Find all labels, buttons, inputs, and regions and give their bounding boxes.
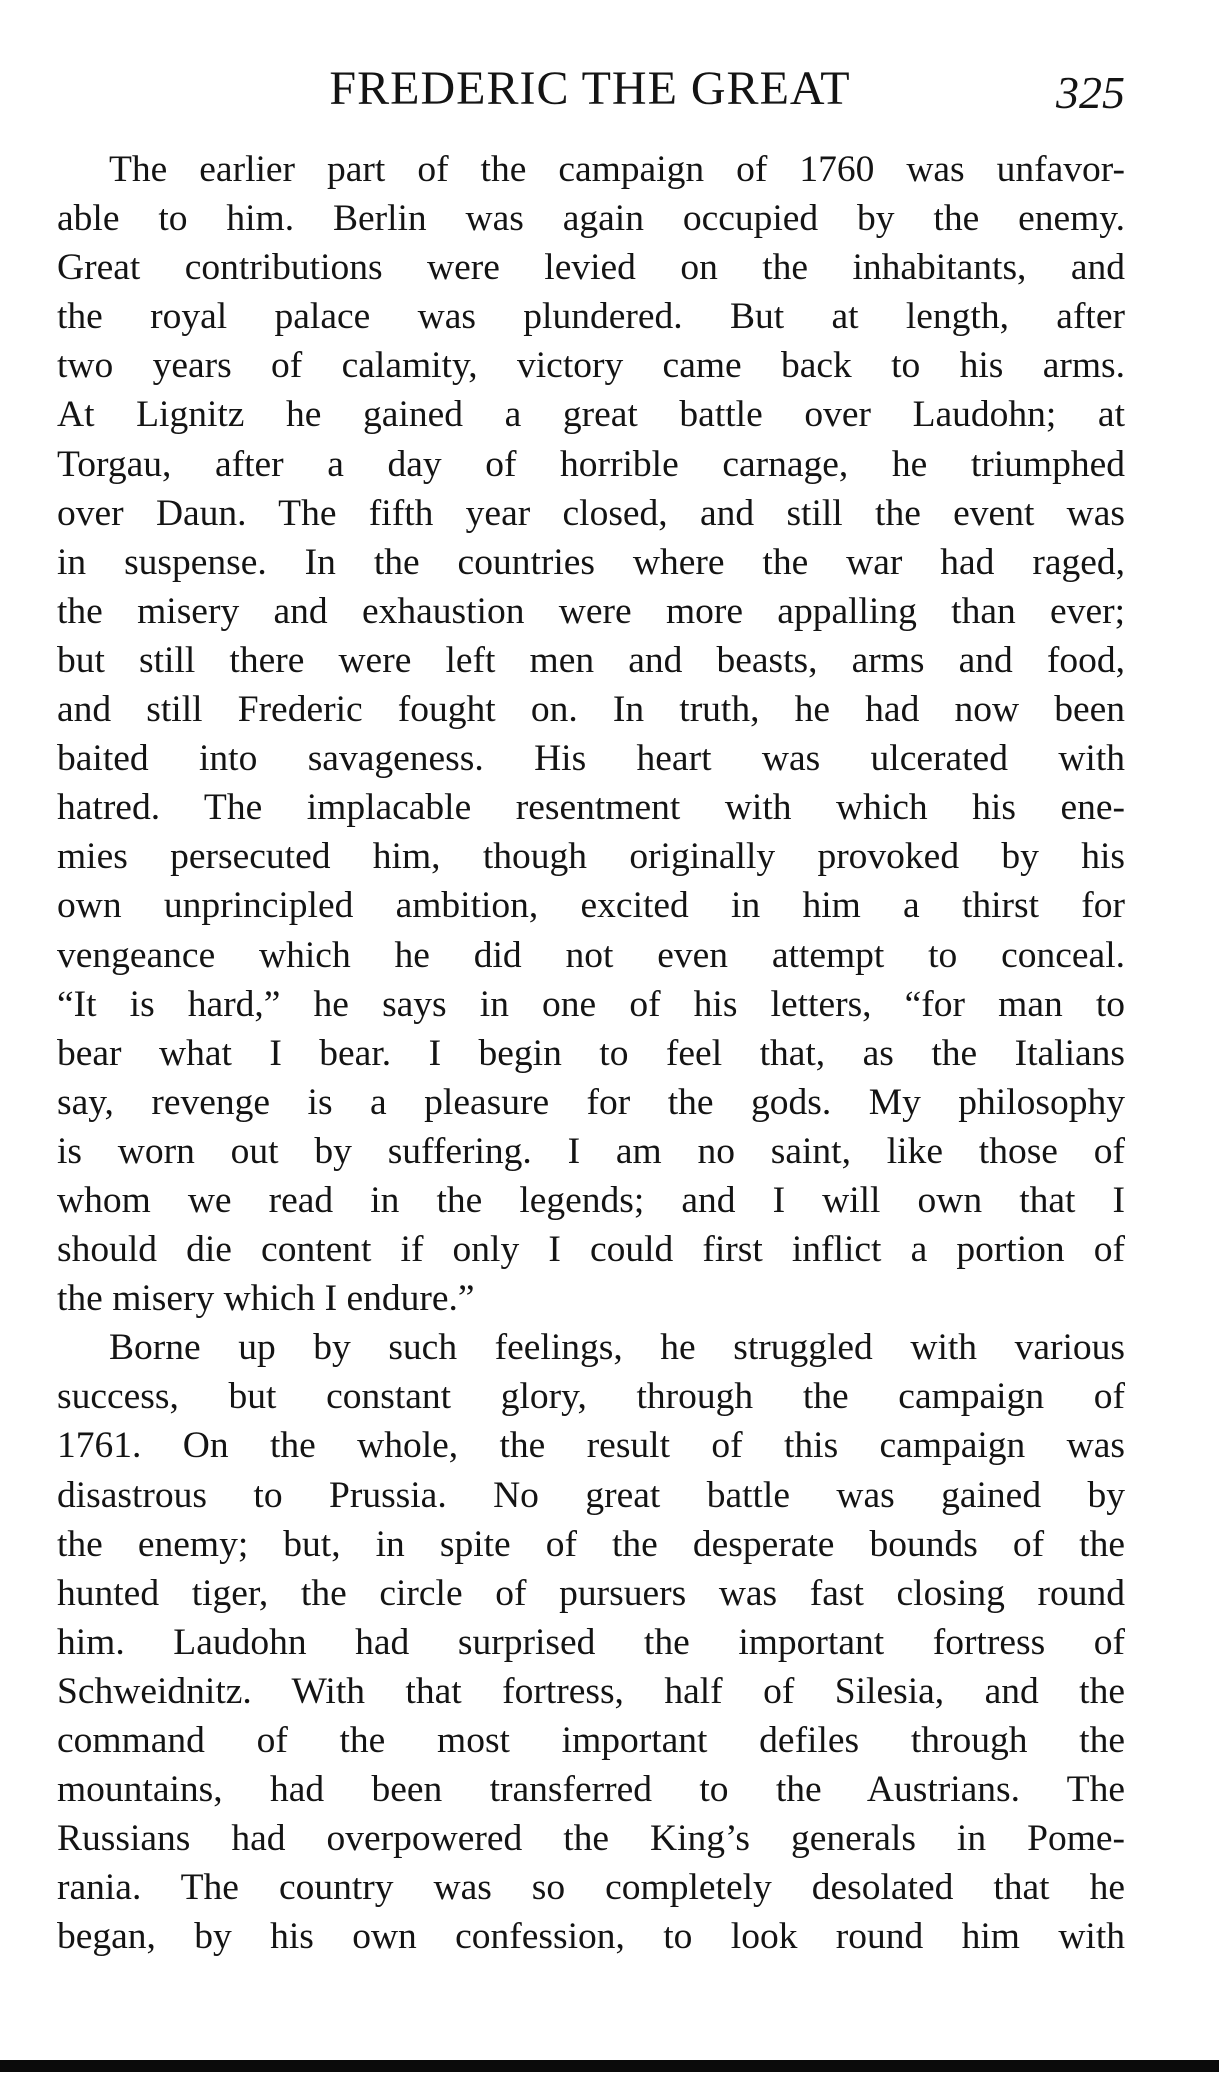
text-line: over Daun. The fifth year closed, and still the event was <box>57 492 1125 534</box>
body-text <box>57 145 1125 1961</box>
paragraph-1 <box>57 145 1125 1323</box>
text-line: him. Laudohn had surprised the important fortress of <box>57 1621 1125 1663</box>
text-line: able to him. Berlin was again occupied by the enemy. <box>57 198 1125 240</box>
text-line: in suspense. In the countries where the war had raged, <box>57 541 1125 583</box>
text-line: hatred. The implacable resentment with which his ene- <box>57 787 1125 829</box>
text-line: own unprincipled ambition, excited in him a thirst for <box>57 885 1125 927</box>
text-line: two years of calamity, victory came back to his arms. <box>57 345 1125 387</box>
bottom-rule <box>0 2060 1219 2072</box>
text-line: whom we read in the legends; and I will own that I <box>57 1179 1125 1221</box>
text-line: Borne up by such feelings, he struggled with various <box>109 1327 1125 1369</box>
text-line: bear what I bear. I begin to feel that, as the Italians <box>57 1032 1125 1074</box>
paragraph-2 <box>57 1323 1125 1961</box>
text-line: began, by his own confession, to look round him with <box>57 1916 1125 1958</box>
text-line: hunted tiger, the circle of pursuers was fast closing round <box>57 1572 1125 1614</box>
text-line: the enemy; but, in spite of the desperate bounds of the <box>57 1523 1125 1565</box>
text-line: disastrous to Prussia. No great battle was gained by <box>57 1474 1125 1516</box>
text-line: The earlier part of the campaign of 1760 was unfavor- <box>109 149 1125 190</box>
text-line: the royal palace was plundered. But at length, after <box>57 296 1125 338</box>
text-line: and still Frederic fought on. In truth, he had now been <box>57 689 1125 731</box>
text-line: Torgau, after a day of horrible carnage, he triumphed <box>57 443 1125 485</box>
text-line: should die content if only I could first inflict a portion of <box>57 1229 1125 1271</box>
text-line: Schweidnitz. With that fortress, half of Silesia, and the <box>57 1670 1125 1712</box>
page-number: 325 <box>1056 67 1125 118</box>
text-line: is worn out by suffering. I am no saint, like those of <box>57 1130 1125 1172</box>
text-line: but still there were left men and beasts, arms and food, <box>57 639 1125 681</box>
text-line: say, revenge is a pleasure for the gods. My philosophy <box>57 1081 1125 1123</box>
text-line: baited into savageness. His heart was ulcerated with <box>57 738 1125 780</box>
text-line: command of the most important defiles through the <box>57 1720 1125 1761</box>
text-line: success, but constant glory, through the campaign of <box>57 1376 1125 1418</box>
text-line: vengeance which he did not even attempt to conceal. <box>57 934 1125 976</box>
text-line: mountains, had been transferred to the Austrians. The <box>57 1769 1125 1811</box>
text-line: rania. The country was so completely desolated that he <box>57 1867 1125 1909</box>
text-line: mies persecuted him, though originally provoked by his <box>57 836 1125 878</box>
text-line: the misery and exhaustion were more appalling than ever; <box>57 590 1125 632</box>
page-header <box>55 58 1125 120</box>
text-line: At Lignitz he gained a great battle over Laudohn; at <box>57 394 1125 436</box>
text-line: Russians had overpowered the King’s generals in Pome- <box>57 1818 1125 1860</box>
text-line: 1761. On the whole, the result of this campaign was <box>57 1425 1125 1467</box>
running-title: FREDERIC THE GREAT <box>329 62 851 115</box>
text-line: Great contributions were levied on the inhabitants, and <box>57 247 1125 289</box>
text-line: “It is hard,” he says in one of his letters, “for man to <box>57 983 1125 1025</box>
text-line: the misery which I endure.” <box>57 1278 475 1320</box>
